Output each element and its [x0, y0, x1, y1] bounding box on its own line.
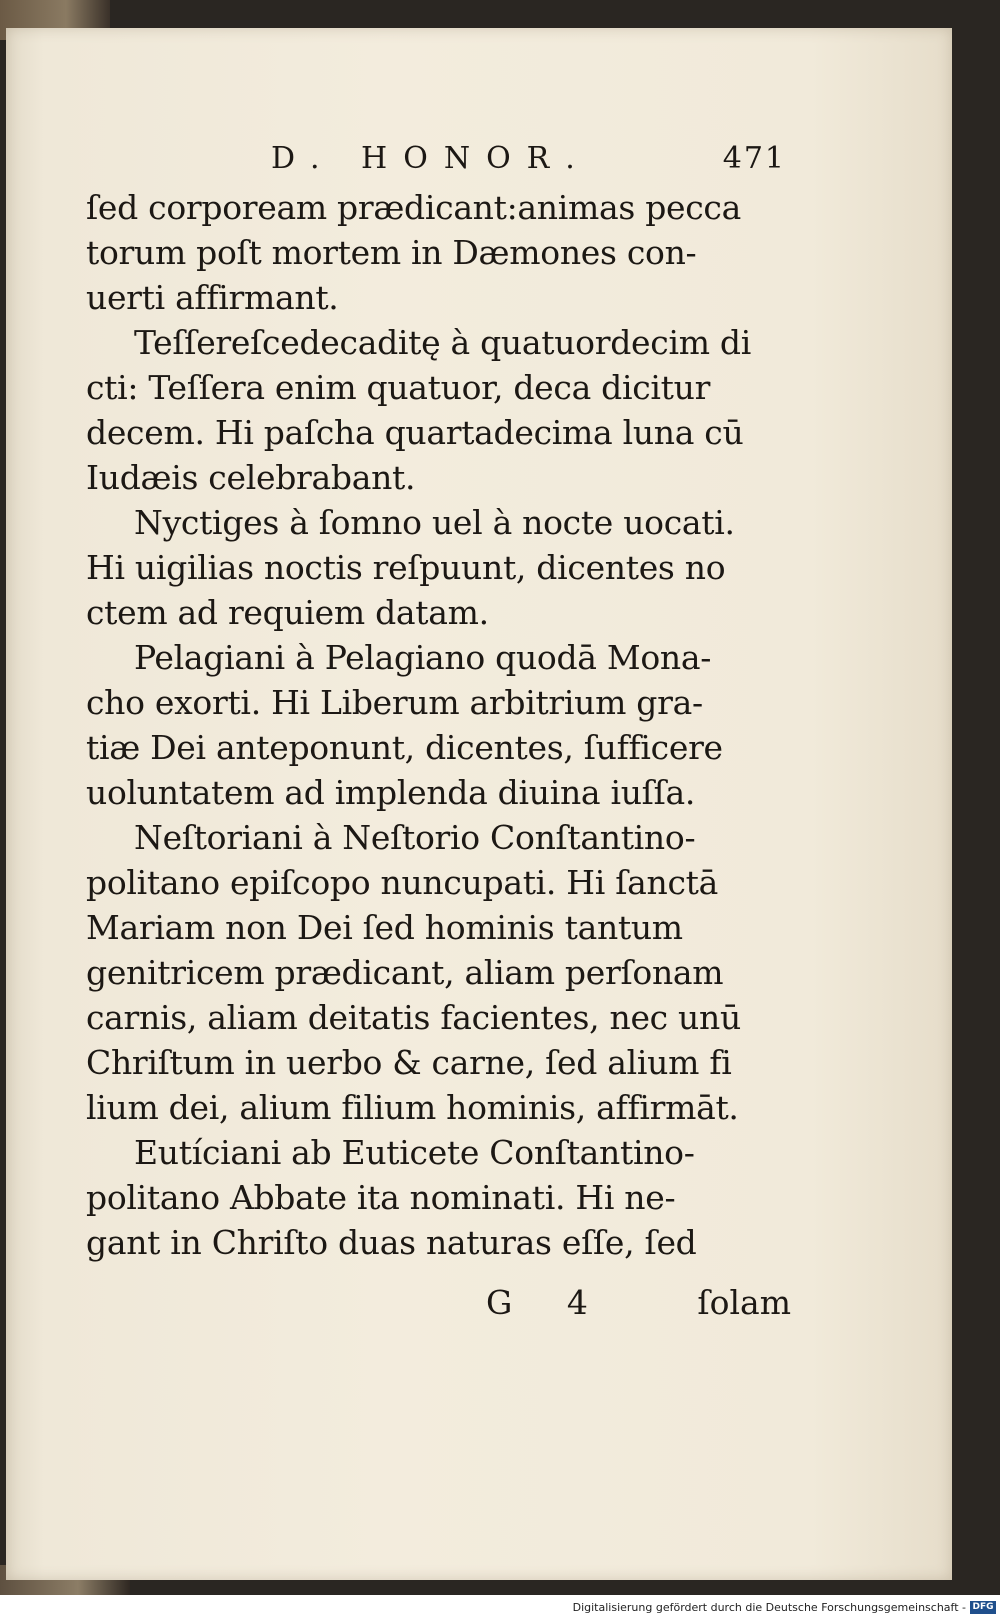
text-line: cti: Teſſera enim quatuor, deca dicitur	[86, 368, 711, 407]
text-line: tiæ Dei anteponunt, dicentes, ſufficere	[86, 728, 723, 767]
text-line: Mariam non Dei ſed hominis tantum	[86, 908, 683, 947]
footer-bar	[0, 1595, 1000, 1620]
text-line: Pelagiani à Pelagiano quodā Mona-	[134, 638, 712, 677]
catchword: ſolam	[697, 1283, 791, 1322]
text-block	[86, 133, 786, 1265]
digitization-credit: Digitalisierung gefördert durch die Deutsche Forschungsgemeinschaft -	[572, 1601, 966, 1614]
text-line: politano Abbate ita nominati. Hi ne-	[86, 1178, 676, 1217]
text-line: lium dei, alium filium hominis, affirmāt.	[86, 1088, 739, 1127]
text-line: Teſſereſcedecaditę à quatuordecim di	[134, 323, 751, 362]
dfg-logo: DFG	[970, 1601, 996, 1614]
text-line: uoluntatem ad implenda diuina iuſſa.	[86, 773, 696, 812]
text-line: ſed corpoream prædicant:animas pecca	[86, 188, 741, 227]
text-line: uerti affirmant.	[86, 278, 339, 317]
book-page	[6, 28, 952, 1580]
text-line: genitricem prædicant, aliam perſonam	[86, 953, 724, 992]
text-line: Neſtoriani à Neſtorio Conſtantino-	[134, 818, 696, 857]
text-line: torum poſt mortem in Dæmones con-	[86, 233, 697, 272]
signature-mark: G 4	[486, 1283, 610, 1322]
running-head: D. HONOR.	[271, 141, 591, 176]
text-line: decem. Hi paſcha quartadecima luna cū	[86, 413, 744, 452]
catch-line	[86, 1283, 791, 1331]
text-line: carnis, aliam deitatis facientes, nec unū	[86, 998, 741, 1037]
page-header	[86, 133, 786, 185]
text-line: ctem ad requiem datam.	[86, 593, 489, 632]
page-number: 471	[722, 141, 786, 176]
text-line: Hi uigilias noctis reſpuunt, dicentes no	[86, 548, 726, 587]
text-line: Nyctiges à ſomno uel à nocte uocati.	[134, 503, 735, 542]
text-line: Iudæis celebrabant.	[86, 458, 416, 497]
text-line: cho exorti. Hi Liberum arbitrium gra-	[86, 683, 703, 722]
text-line: Chriſtum in uerbo & carne, ſed alium fi	[86, 1043, 732, 1082]
text-line: politano epiſcopo nuncupati. Hi ſanctā	[86, 863, 718, 902]
text-line: gant in Chriſto duas naturas eſſe, ſed	[86, 1223, 697, 1262]
text-line: Eutíciani ab Euticete Conſtantino-	[134, 1133, 695, 1172]
